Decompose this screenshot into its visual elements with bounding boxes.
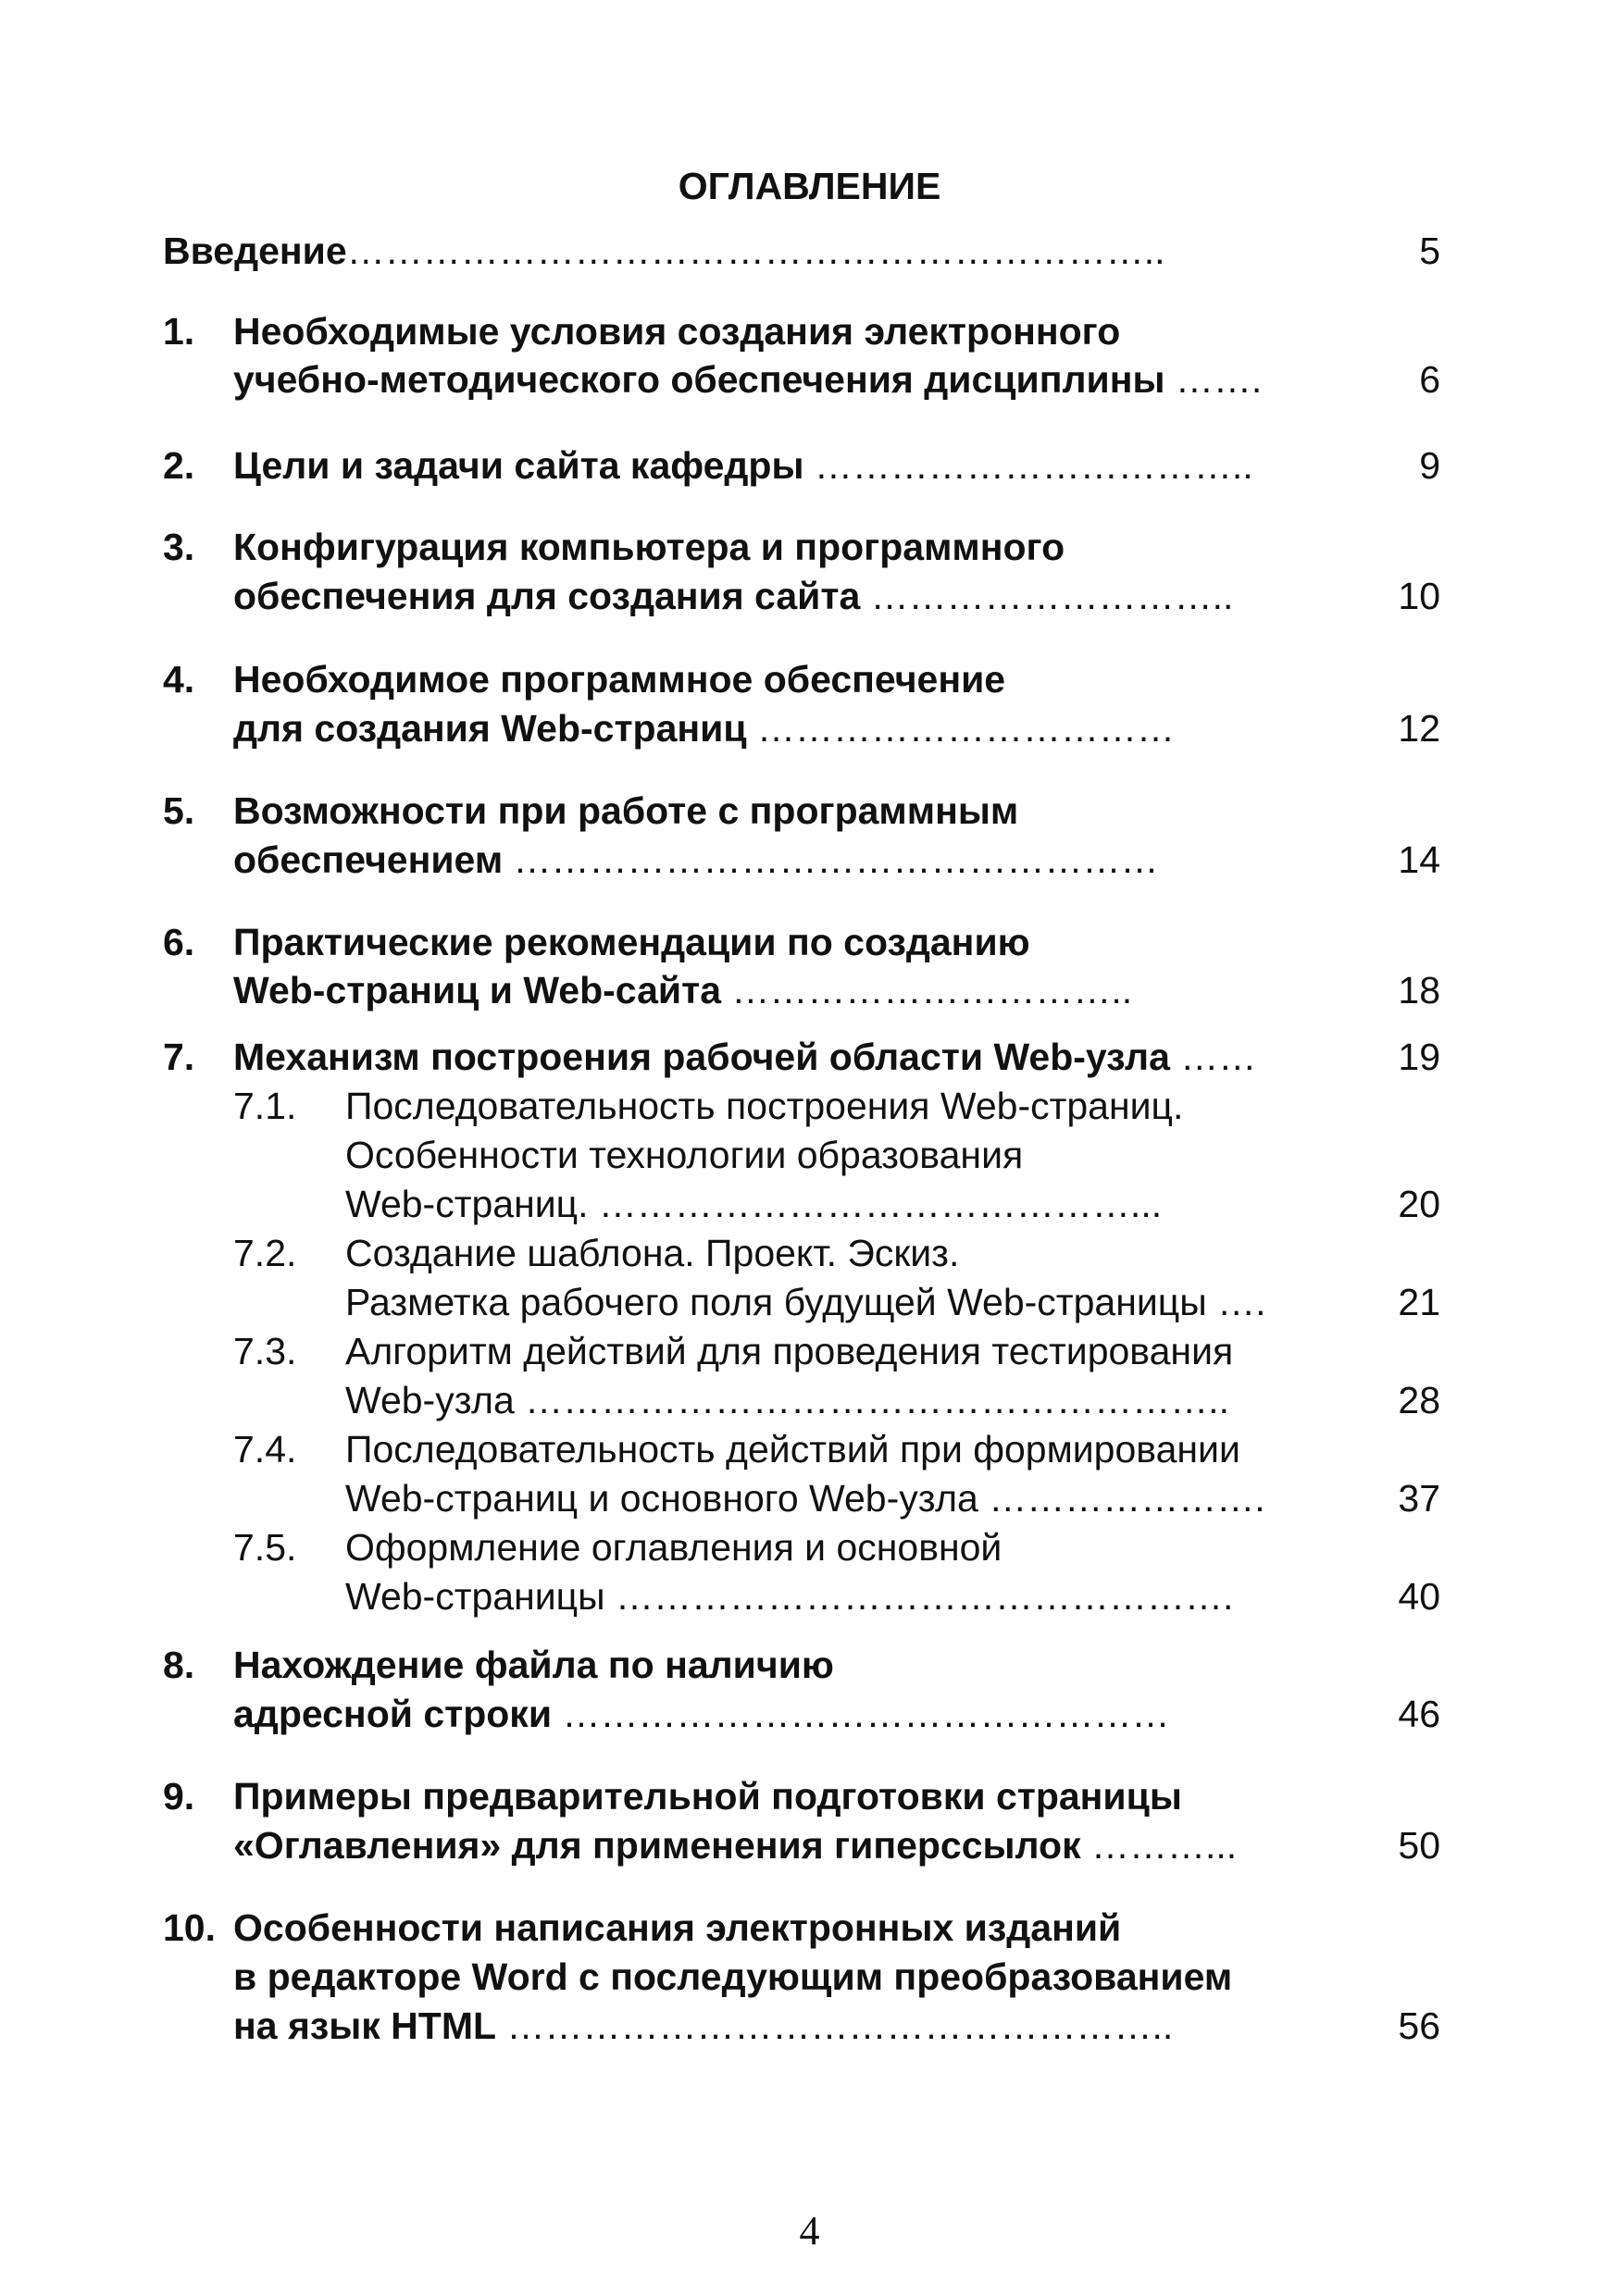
toc-subentry-text: Последовательность действий при формировании <box>345 1428 1240 1471</box>
toc-entry-text: Нахождение файла по наличию <box>233 1644 834 1686</box>
toc-entry-7 <box>233 1036 1256 1079</box>
toc-entry-6 <box>233 969 1132 1012</box>
toc-leader-dots: …………………. <box>978 1477 1265 1520</box>
toc-page-number: 40 <box>1398 1575 1440 1618</box>
toc-leader-dots: ……………………………………………………….. <box>346 230 1165 272</box>
toc-page-number: 14 <box>1398 838 1440 881</box>
toc-subentry-7-2 <box>345 1281 1266 1324</box>
toc-subentry-text: Оформление оглавления и основной <box>345 1526 1003 1569</box>
toc-leader-dots: …… <box>1169 1036 1257 1078</box>
toc-entry-8 <box>233 1693 1169 1736</box>
toc-subentry-7-3 <box>345 1379 1229 1422</box>
toc-page-number: 19 <box>1398 1036 1440 1078</box>
toc-page-number: 10 <box>1398 575 1440 617</box>
toc-entry-text: Цели и задачи сайта кафедры <box>233 444 804 487</box>
toc-subentry-text: Особенности технологии образования <box>345 1134 1024 1176</box>
toc-entry-text: Практические рекомендации по созданию <box>233 921 1030 963</box>
toc-subentry-number: 7.2. <box>233 1232 297 1274</box>
toc-entry-text: Необходимое программное обеспечение <box>233 658 1006 701</box>
toc-leader-dots: ……………………….. <box>860 575 1234 617</box>
toc-leader-dots: ………………………….. <box>721 969 1133 1011</box>
toc-page-number: 6 <box>1419 358 1440 401</box>
toc-entry-number: 3. <box>163 526 195 568</box>
toc-entry-text: для создания Web-страниц <box>233 707 747 750</box>
toc-leader-dots: …………………………………………. <box>604 1575 1234 1618</box>
toc-page-number: 20 <box>1398 1183 1440 1225</box>
toc-entry-5 <box>233 838 1159 882</box>
toc-leader-dots: ……………………………………………….. <box>514 1379 1229 1421</box>
toc-entry-text: обеспечением <box>233 838 504 881</box>
toc-title: ОГЛАВЛЕНИЕ <box>678 165 941 207</box>
toc-leader-dots: …………………………… <box>746 707 1175 750</box>
toc-subentry-text: Web-страницы <box>345 1575 605 1618</box>
toc-entry-number: 5. <box>163 789 195 832</box>
toc-entry-intro <box>163 230 1164 273</box>
toc-leader-dots: ……. <box>1164 358 1263 401</box>
toc-entry-text: учебно-методического обеспечения дисциплины <box>233 358 1165 401</box>
toc-subentry-text: Алгоритм действий для проведения тестирования <box>345 1330 1234 1372</box>
toc-entry-number: 2. <box>163 444 195 487</box>
toc-entry-number: 10. <box>163 1906 216 1949</box>
toc-page-number: 56 <box>1398 2004 1440 2047</box>
toc-entry-text: Web-страниц и Web-сайта <box>233 969 721 1011</box>
toc-entry-text: Особенности написания электронных изданий <box>233 1906 1122 1949</box>
toc-subentry-number: 7.3. <box>233 1330 297 1372</box>
toc-subentry-text: Создание шаблона. Проект. Эскиз. <box>345 1232 960 1274</box>
toc-entry-number: 1. <box>163 310 195 353</box>
toc-subentry-text: Web-страниц и основного Web-узла <box>345 1477 978 1520</box>
toc-page-number: 46 <box>1398 1693 1440 1735</box>
toc-leader-dots: …………………………….. <box>803 444 1253 487</box>
toc-entry-2 <box>233 444 1253 488</box>
toc-entry-1 <box>233 358 1262 402</box>
toc-subentry-number: 7.5. <box>233 1526 297 1569</box>
toc-entry-text: адресной строки <box>233 1693 553 1735</box>
toc-entry-text: «Оглавления» для применения гиперссылок <box>233 1824 1081 1867</box>
toc-entry-number: 8. <box>163 1644 195 1686</box>
toc-leader-dots: …. <box>1206 1281 1266 1323</box>
toc-entry-text: Примеры предварительной подготовки страницы <box>233 1775 1182 1818</box>
toc-page-number: 37 <box>1398 1477 1440 1520</box>
toc-leader-dots: ……………………………………... <box>588 1183 1163 1225</box>
toc-subentry-number: 7.4. <box>233 1428 297 1471</box>
toc-entry-number: 4. <box>163 658 195 701</box>
toc-subentry-text: Разметка рабочего поля будущей Web-страницы <box>345 1281 1207 1323</box>
toc-page-number: 18 <box>1398 969 1440 1011</box>
toc-entry-9 <box>233 1824 1237 1868</box>
toc-page-number: 50 <box>1398 1824 1440 1867</box>
toc-subentry-number: 7.1. <box>233 1085 297 1127</box>
toc-subentry-7-5 <box>345 1575 1233 1619</box>
toc-leader-dots: …………………………………………….. <box>496 2004 1174 2047</box>
toc-leader-dots: ………... <box>1080 1824 1238 1867</box>
toc-entry-number: 7. <box>163 1036 195 1078</box>
toc-page-number: 5 <box>1419 230 1440 272</box>
toc-subentry-7-4 <box>345 1477 1265 1520</box>
toc-leader-dots: …………………………………………… <box>503 838 1159 881</box>
toc-entry-text: в редакторе Word с последующим преобразованием <box>233 1955 1233 1998</box>
toc-subentry-text: Web-страниц. <box>345 1183 589 1225</box>
toc-page-number: 21 <box>1398 1281 1440 1323</box>
toc-leader-dots: ………………………………………… <box>552 1693 1170 1735</box>
toc-entry-10 <box>233 2004 1173 2048</box>
toc-entry-number: 6. <box>163 921 195 963</box>
toc-page-number: 9 <box>1419 444 1440 487</box>
toc-entry-text: Необходимые условия создания электронного <box>233 310 1121 353</box>
toc-page-number: 28 <box>1398 1379 1440 1421</box>
toc-entry-text: Конфигурация компьютера и программного <box>233 526 1065 568</box>
toc-entry-text: Возможности при работе с программным <box>233 789 1019 832</box>
toc-entry-4 <box>233 707 1175 751</box>
toc-entry-text: обеспечения для создания сайта <box>233 575 861 617</box>
toc-entry-number: 9. <box>163 1775 195 1818</box>
toc-entry-text: на язык HTML <box>233 2004 497 2047</box>
toc-subentry-text: Последовательность построения Web-страниц. <box>345 1085 1184 1127</box>
page-number: 4 <box>799 2208 820 2253</box>
toc-subentry-text: Web-узла <box>345 1379 515 1421</box>
toc-subentry-7-1 <box>345 1183 1162 1226</box>
toc-entry-3 <box>233 575 1233 618</box>
toc-entry-text: Механизм построения рабочей области Web-узла <box>233 1036 1170 1078</box>
toc-entry-text: Введение <box>163 230 347 272</box>
toc-page-number: 12 <box>1398 707 1440 750</box>
